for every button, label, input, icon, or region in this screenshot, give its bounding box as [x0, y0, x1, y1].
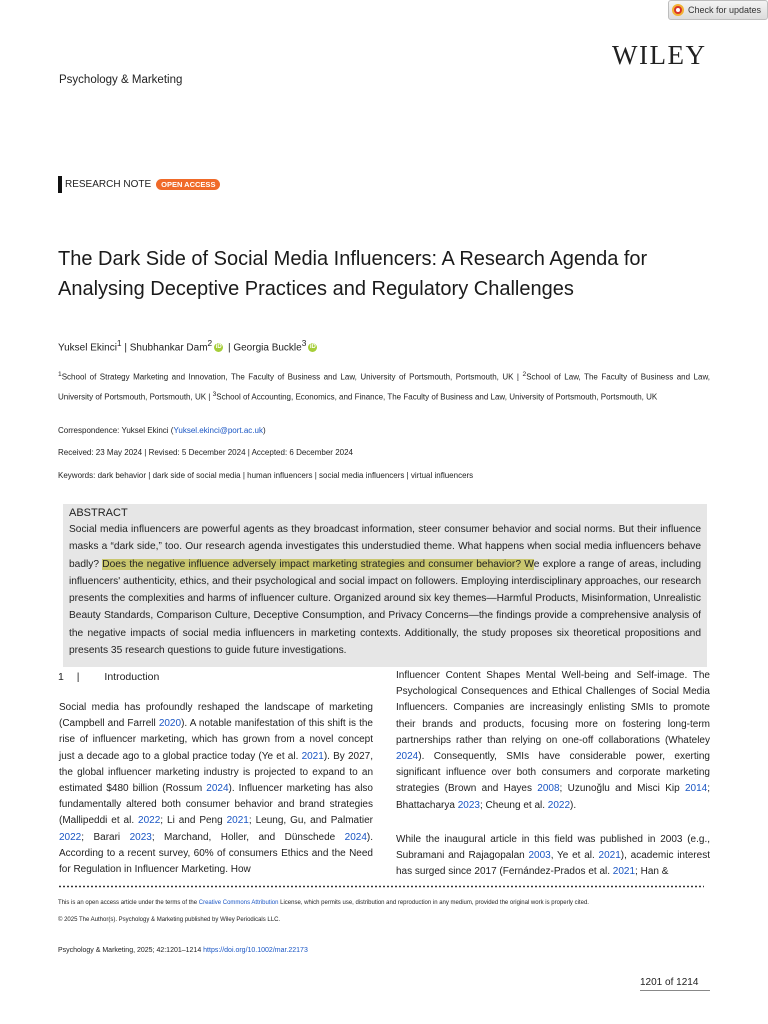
citation-link[interactable]: 2021 — [301, 750, 324, 762]
citation-link[interactable]: 2022 — [547, 799, 571, 811]
citation-link[interactable]: 2021 — [612, 866, 636, 878]
abstract-body — [69, 521, 701, 659]
citation-link[interactable]: 2023 — [129, 831, 152, 843]
article-type-marker — [58, 176, 62, 193]
citation-link[interactable]: 2022 — [138, 815, 161, 827]
copyright: © 2025 The Author(s). Psychology & Marketing published by Wiley Periodicals LLC. — [58, 917, 281, 923]
citation-line: Psychology & Marketing, 2025; 42:1201–1214 https://doi.org/10.1002/mar.22173 — [58, 947, 308, 954]
check-for-updates-label: Check for updates — [688, 5, 762, 15]
license-note: This is an open access article under the terms of the Creative Commons Attribution License, which permits use, distribution and reproduction in any medium, provided the original work is properly cited. — [58, 900, 589, 906]
section-separator: | — [76, 671, 80, 683]
correspondence-label: Correspondence: Yuksel Ekinci ( — [58, 426, 174, 435]
citation-link[interactable]: 2020 — [158, 718, 182, 730]
abstract-box — [63, 504, 707, 667]
correspondence-suffix: ) — [262, 426, 266, 435]
journal-name: Psychology & Marketing — [59, 74, 183, 86]
affiliation-mark: 3 — [212, 390, 217, 398]
body-column-right — [396, 668, 710, 888]
author-list — [58, 338, 319, 353]
doi-link[interactable]: https://doi.org/10.1002/mar.22173 — [203, 947, 308, 954]
email-link[interactable]: Yuksel.ekinci@port.ac.uk — [173, 426, 263, 435]
publisher-logo: WILEY — [612, 40, 707, 70]
orcid-icon[interactable]: iD — [215, 344, 222, 351]
article-type-label: RESEARCH NOTE — [65, 179, 152, 190]
section-heading — [58, 671, 159, 683]
author-name: Yuksel Ekinci — [58, 342, 117, 354]
article-title: The Dark Side of Social Media Influencers: A Research Agenda for Analysing Deceptive Practices and Regulatory Challenges — [58, 248, 648, 300]
author-name: Shubhankar Dam — [129, 342, 208, 354]
abstract-text: Social media influencers are powerful agents as they broadcast information, steer consumer behavior and social norms. But their influence masks a “dark side,” too. Our research agenda investigates this understudied theme. What happens when social media influencers behave badly? — [69, 524, 701, 570]
orcid-icon[interactable]: iD — [309, 344, 316, 351]
affiliation-text: School of Accounting, Economics, and Finance, The Faculty of Business and Law, University of Portsmouth, Portsmouth, UK — [216, 392, 658, 402]
author-affiliation-mark: 2 — [207, 338, 213, 348]
abstract-text: e explore a range of areas, including influencers' authenticity, ethics, and their psychological and social impact on followers. Employing interdisciplinary approaches, our research presents the complexities and harms of influencer culture. Organized around six key themes—Harmful Products, Misinformation, Unrealistic Beauty Standards, Comparison Culture, Deceptive Consumption, and Privacy Concerns—the findings provide a comprehensive analysis of the negative impacts of social media influencers in marketing contexts. Additionally, the study proposes six theoretical propositions and presents 35 research questions to guide future investigations. — [69, 558, 702, 657]
author-affiliation-mark: 1 — [116, 338, 122, 348]
affiliation-text: School of Strategy Marketing and Innovation, The Faculty of Business and Law, University of Portsmouth, Portsmouth, UK | — [61, 372, 523, 382]
paragraph: Influencer Content Shapes Mental Well-being and Self-image. The Psychological Consequences and Ethical Challenges of Social Media Influencers. Companies are increasingly enlisting SMIs to promote their brands and products, focusing more on fostering long-term partnerships rather than relying on one-off collaborations (Whateley 2024). Consequently, SMIs have considerable power, exerting significant influence over both consumers and corporate marketing strategies (Brown and Hayes 2008; Uzunoğlu and Misci Kip 2014; Bhattacharya 2023; Cheung et al. 2022). — [396, 670, 710, 811]
page-number-rule — [640, 990, 710, 991]
abstract-heading: ABSTRACT — [69, 507, 128, 519]
paragraph: Social media has profoundly reshaped the landscape of marketing (Campbell and Farrell 2020). A notable manifestation of this shift is the rise of influencer marketing, which has grown from a novel concept just a decade ago to a global practice today (Ye et al. 2021). By 2027, the global influencer marketing industry is projected to expand to an estimated $480 billion (Rossum 2024). Influencer marketing has also fundamentally altered both consumer behavior and brand strategies (Mallipeddi et al. 2022; Li and Peng 2021; Leung, Gu, and Palmatier 2022; Barari 2023; Marchand, Holler, and Dünschede 2024). According to a recent survey, 60% of consumers Ethics and the Need for Regulation in Influencer Marketing. How — [59, 702, 374, 876]
section-number: 1 — [58, 671, 64, 683]
footer-divider — [58, 885, 704, 888]
citation-link[interactable]: 2021 — [226, 815, 249, 827]
citation-link[interactable]: 2024 — [344, 831, 367, 843]
license-link[interactable]: Creative Commons Attribution — [198, 900, 279, 906]
citation-link[interactable]: 2023 — [457, 799, 480, 811]
body-column-left — [59, 700, 373, 886]
author-name: Georgia Buckle — [233, 342, 302, 354]
highlighted-text[interactable]: Does the negative influence adversely impact marketing strategies and consumer behavior? W — [102, 558, 534, 570]
keywords: Keywords: dark behavior | dark side of social media | human influencers | social media influencers | virtual influencers — [58, 471, 474, 480]
article-dates: Received: 23 May 2024 | Revised: 5 December 2024 | Accepted: 6 December 2024 — [58, 448, 353, 457]
affiliation-mark: 2 — [522, 371, 527, 378]
correspondence — [58, 426, 266, 435]
citation-link[interactable]: 2022 — [59, 831, 82, 843]
check-for-updates-button[interactable] — [668, 0, 768, 20]
open-access-badge[interactable]: OPEN ACCESS — [156, 179, 220, 190]
author-separator: | — [225, 342, 234, 354]
affiliation-mark: 1 — [58, 371, 62, 378]
author-affiliation-mark: 3 — [301, 338, 307, 348]
citation-link[interactable]: 2024 — [396, 751, 419, 763]
affiliations — [58, 366, 710, 405]
citation-link[interactable]: 2003 — [528, 850, 551, 862]
page-number: 1201 of 1214 — [640, 977, 699, 988]
section-title: Introduction — [104, 671, 160, 683]
citation-link[interactable]: 2021 — [598, 850, 621, 862]
article-type — [58, 176, 220, 193]
citation-link[interactable]: 2024 — [206, 783, 229, 795]
citation-link[interactable]: 2008 — [537, 783, 560, 795]
crossmark-icon — [672, 4, 684, 16]
citation-link[interactable]: 2014 — [684, 783, 708, 795]
affiliation-text: School of Law, The Faculty of Business and Law, University of Portsmouth, Portsmouth, UK | — [58, 372, 710, 402]
paragraph: While the inaugural article in this field was published in 2003 (e.g., Subramani and Rajagopalan 2003, Ye et al. 2021), academic interest has surged since 2017 (Fernández-Prados et al. 2021; Han & — [396, 833, 710, 878]
author-separator: | — [121, 342, 130, 354]
